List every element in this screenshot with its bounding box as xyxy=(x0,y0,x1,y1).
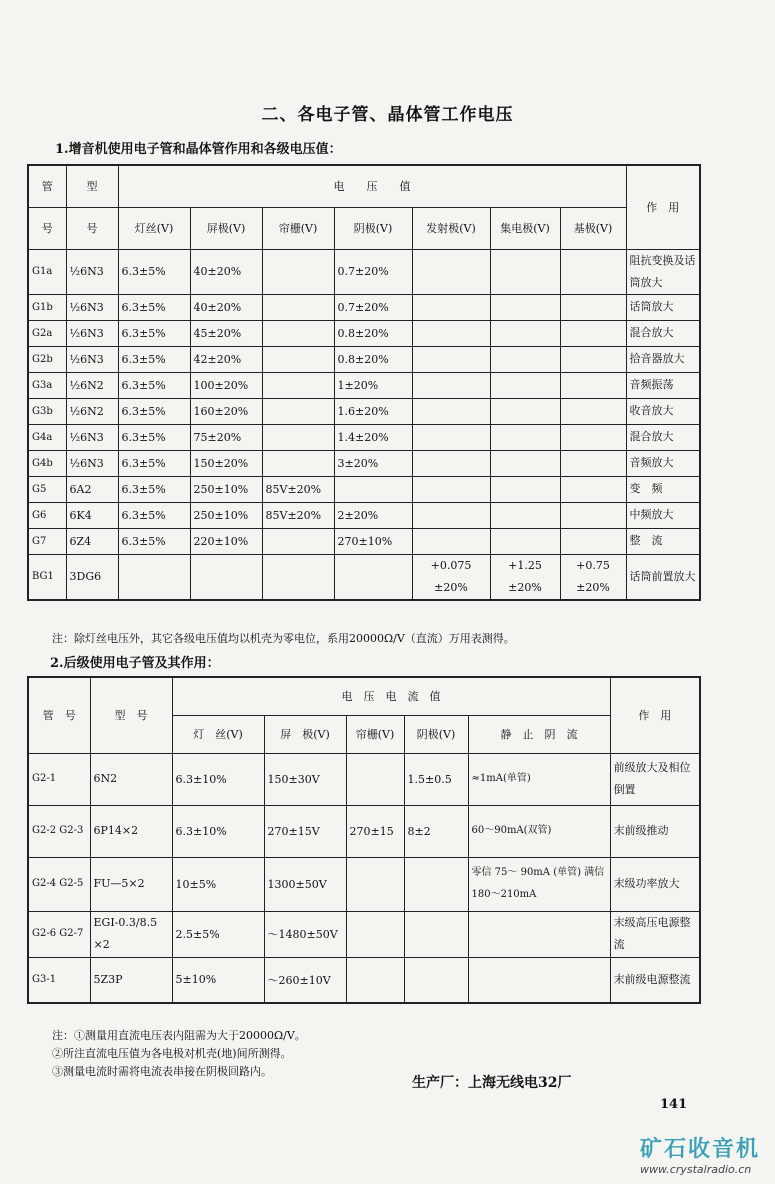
table-row xyxy=(28,294,700,320)
cell-emitter: +0.075 ±20% xyxy=(412,554,490,600)
cell-emitter xyxy=(412,320,490,346)
page-title: 二、各电子管、晶体管工作电压 xyxy=(261,105,514,125)
cell-filament: 6.3±5% xyxy=(118,294,190,320)
hdr2-tube: 管 号 xyxy=(28,677,90,753)
cell-base xyxy=(560,346,626,372)
cell-tube: G2-4 G2-5 xyxy=(28,857,90,911)
cell-filament: 6.3±5% xyxy=(118,528,190,554)
cell-cathode: 1.4±20% xyxy=(334,424,412,450)
note-line: ②所注直流电压值为各电极对机壳(地)间所测得。 xyxy=(52,1047,292,1060)
cell-role: 中频放大 xyxy=(626,502,700,528)
note-line: 注：①测量用直流电压表内阻需为大于20000Ω/V。 xyxy=(52,1029,306,1042)
cell-plate: 75±20% xyxy=(190,424,262,450)
producer: 生产厂：上海无线电32厂 xyxy=(412,1075,572,1091)
hdr2-role: 作 用 xyxy=(610,677,700,753)
cell-plate: 150±30V xyxy=(264,753,346,805)
cell-role: 前级放大及相位倒置 xyxy=(610,753,700,805)
cell-cathode xyxy=(334,476,412,502)
hdr-col-emitter: 发射极(V) xyxy=(412,207,490,249)
cell-tube: G1a xyxy=(28,249,66,294)
cell-filament: 6.3±10% xyxy=(172,805,264,857)
hdr2-col-current: 静 止 阴 流 xyxy=(468,715,610,753)
cell-filament: 6.3±5% xyxy=(118,320,190,346)
hdr-col-filament: 灯丝(V) xyxy=(118,207,190,249)
cell-tube: G2a xyxy=(28,320,66,346)
cell-screen: 85V±20% xyxy=(262,502,334,528)
cell-role: 变 频 xyxy=(626,476,700,502)
cell-collector: +1.25 ±20% xyxy=(490,554,560,600)
section2-heading: 2.后级使用电子管及其作用： xyxy=(50,656,220,671)
cell-current: ≈1mA(单管) xyxy=(468,753,610,805)
cell-role: 拾音器放大 xyxy=(626,346,700,372)
table-row xyxy=(28,753,700,805)
cell-collector xyxy=(490,294,560,320)
table-row xyxy=(28,554,700,600)
cell-type: ½6N3 xyxy=(66,450,118,476)
cell-emitter xyxy=(412,294,490,320)
section1-note: 注：除灯丝电压外，其它各级电压值均以机壳为零电位，系用20000Ω/V（直流）万用表测得。 xyxy=(52,632,515,645)
cell-collector xyxy=(490,372,560,398)
table-row xyxy=(28,911,700,957)
cell-filament: 6.3±5% xyxy=(118,502,190,528)
cell-collector xyxy=(490,476,560,502)
cell-current: 零信 75～ 90mA (单管) 满信180～210mA xyxy=(468,857,610,911)
cell-type: FU—5×2 xyxy=(90,857,172,911)
cell-cathode xyxy=(404,857,468,911)
hdr2-group: 电 压 电 流 值 xyxy=(172,677,610,715)
cell-role: 整 流 xyxy=(626,528,700,554)
cell-type: ½6N2 xyxy=(66,372,118,398)
cell-type: ½6N3 xyxy=(66,320,118,346)
cell-role: 末前级电源整流 xyxy=(610,957,700,1003)
cell-cathode: 8±2 xyxy=(404,805,468,857)
cell-role: 混合放大 xyxy=(626,320,700,346)
cell-plate xyxy=(190,554,262,600)
cell-role: 收音放大 xyxy=(626,398,700,424)
hdr-type-bot: 号 xyxy=(66,207,118,249)
cell-role: 话筒前置放大 xyxy=(626,554,700,600)
cell-screen: 85V±20% xyxy=(262,476,334,502)
voltage-table-1 xyxy=(27,164,701,601)
cell-type: 6P14×2 xyxy=(90,805,172,857)
cell-screen xyxy=(262,249,334,294)
table-row xyxy=(28,346,700,372)
cell-type: ½6N3 xyxy=(66,294,118,320)
table-row xyxy=(28,476,700,502)
cell-plate: 160±20% xyxy=(190,398,262,424)
cell-collector xyxy=(490,502,560,528)
cell-collector xyxy=(490,450,560,476)
cell-plate: ～260±10V xyxy=(264,957,346,1003)
cell-plate: ～1480±50V xyxy=(264,911,346,957)
table-row xyxy=(28,805,700,857)
cell-cathode: 0.7±20% xyxy=(334,294,412,320)
cell-cathode: 1±20% xyxy=(334,372,412,398)
table-row xyxy=(28,528,700,554)
cell-cathode: 0.8±20% xyxy=(334,346,412,372)
cell-filament: 10±5% xyxy=(172,857,264,911)
cell-collector xyxy=(490,346,560,372)
cell-role: 末前级推动 xyxy=(610,805,700,857)
cell-emitter xyxy=(412,450,490,476)
cell-collector xyxy=(490,249,560,294)
cell-current xyxy=(468,957,610,1003)
section1-heading: 1.增音机使用电子管和晶体管作用和各级电压值： xyxy=(55,142,342,157)
cell-filament: 2.5±5% xyxy=(172,911,264,957)
cell-screen xyxy=(262,450,334,476)
hdr2-col-plate: 屏 极(V) xyxy=(264,715,346,753)
cell-filament xyxy=(118,554,190,600)
cell-emitter xyxy=(412,372,490,398)
hdr-voltage: 电 压 值 xyxy=(118,165,626,207)
cell-filament: 6.3±5% xyxy=(118,372,190,398)
table-row xyxy=(28,398,700,424)
cell-filament: 5±10% xyxy=(172,957,264,1003)
cell-screen xyxy=(346,753,404,805)
note-line: ③测量电流时需将电流表串接在阴极回路内。 xyxy=(52,1065,272,1078)
cell-current xyxy=(468,911,610,957)
cell-tube: G2b xyxy=(28,346,66,372)
cell-screen xyxy=(262,554,334,600)
cell-tube: G6 xyxy=(28,502,66,528)
cell-role: 末级高压电源整流 xyxy=(610,911,700,957)
cell-tube: G2-6 G2-7 xyxy=(28,911,90,957)
cell-plate: 42±20% xyxy=(190,346,262,372)
hdr-col-plate: 屏极(V) xyxy=(190,207,262,249)
cell-role: 末级功率放大 xyxy=(610,857,700,911)
cell-plate: 45±20% xyxy=(190,320,262,346)
cell-type: 6A2 xyxy=(66,476,118,502)
hdr-tube-bot: 号 xyxy=(28,207,66,249)
table-row xyxy=(28,450,700,476)
cell-tube: G4a xyxy=(28,424,66,450)
cell-base xyxy=(560,476,626,502)
cell-emitter xyxy=(412,502,490,528)
cell-tube: BG1 xyxy=(28,554,66,600)
cell-cathode: 2±20% xyxy=(334,502,412,528)
cell-screen xyxy=(346,957,404,1003)
cell-screen xyxy=(346,857,404,911)
hdr-tube-top: 管 xyxy=(28,165,66,207)
cell-plate: 40±20% xyxy=(190,294,262,320)
hdr-col-screen: 帘栅(V) xyxy=(262,207,334,249)
cell-type: 3DG6 xyxy=(66,554,118,600)
table-row xyxy=(28,857,700,911)
cell-emitter xyxy=(412,424,490,450)
page-number: 141 xyxy=(660,1097,688,1112)
table-row xyxy=(28,320,700,346)
cell-type: EGI-0.3/8.5 ×2 xyxy=(90,911,172,957)
cell-tube: G5 xyxy=(28,476,66,502)
cell-emitter xyxy=(412,249,490,294)
cell-type: 6K4 xyxy=(66,502,118,528)
cell-filament: 6.3±5% xyxy=(118,450,190,476)
cell-plate: 1300±50V xyxy=(264,857,346,911)
cell-cathode: 3±20% xyxy=(334,450,412,476)
hdr2-col-screen: 帘栅(V) xyxy=(346,715,404,753)
cell-base xyxy=(560,450,626,476)
cell-cathode: 1.5±0.5 xyxy=(404,753,468,805)
table-row xyxy=(28,957,700,1003)
cell-plate: 220±10% xyxy=(190,528,262,554)
cell-cathode xyxy=(334,554,412,600)
cell-tube: G3a xyxy=(28,372,66,398)
hdr-role: 作 用 xyxy=(626,165,700,249)
cell-base xyxy=(560,398,626,424)
cell-base xyxy=(560,502,626,528)
cell-type: ½6N3 xyxy=(66,346,118,372)
cell-filament: 6.3±5% xyxy=(118,424,190,450)
hdr-col-collector: 集电极(V) xyxy=(490,207,560,249)
cell-role: 混合放大 xyxy=(626,424,700,450)
cell-filament: 6.3±5% xyxy=(118,346,190,372)
cell-screen xyxy=(262,294,334,320)
cell-collector xyxy=(490,528,560,554)
hdr2-type: 型 号 xyxy=(90,677,172,753)
cell-filament: 6.3±5% xyxy=(118,476,190,502)
cell-role: 阻抗变换及话筒放大 xyxy=(626,249,700,294)
cell-cathode: 0.8±20% xyxy=(334,320,412,346)
cell-base: +0.75 ±20% xyxy=(560,554,626,600)
cell-screen xyxy=(262,398,334,424)
cell-collector xyxy=(490,398,560,424)
cell-screen xyxy=(262,320,334,346)
hdr2-col-filament: 灯 丝(V) xyxy=(172,715,264,753)
cell-emitter xyxy=(412,476,490,502)
watermark-url: www.crystalradio.cn xyxy=(640,1163,752,1176)
section2-notes xyxy=(52,1027,306,1081)
cell-filament: 6.3±5% xyxy=(118,398,190,424)
cell-collector xyxy=(490,424,560,450)
cell-cathode: 1.6±20% xyxy=(334,398,412,424)
cell-plate: 270±15V xyxy=(264,805,346,857)
cell-base xyxy=(560,528,626,554)
table-row xyxy=(28,502,700,528)
cell-screen xyxy=(346,911,404,957)
cell-role: 音频振荡 xyxy=(626,372,700,398)
cell-tube: G3b xyxy=(28,398,66,424)
cell-base xyxy=(560,424,626,450)
cell-tube: G7 xyxy=(28,528,66,554)
cell-emitter xyxy=(412,346,490,372)
cell-type: ½6N3 xyxy=(66,249,118,294)
hdr-col-base: 基极(V) xyxy=(560,207,626,249)
cell-tube: G4b xyxy=(28,450,66,476)
cell-filament: 6.3±10% xyxy=(172,753,264,805)
cell-screen: 270±15 xyxy=(346,805,404,857)
voltage-table-2 xyxy=(27,676,701,1004)
cell-plate: 150±20% xyxy=(190,450,262,476)
hdr2-col-cathode: 阴极(V) xyxy=(404,715,468,753)
cell-base xyxy=(560,372,626,398)
cell-cathode: 0.7±20% xyxy=(334,249,412,294)
cell-screen xyxy=(262,528,334,554)
cell-screen xyxy=(262,346,334,372)
cell-screen xyxy=(262,372,334,398)
hdr-type-top: 型 xyxy=(66,165,118,207)
cell-base xyxy=(560,320,626,346)
cell-tube: G3-1 xyxy=(28,957,90,1003)
cell-base xyxy=(560,249,626,294)
cell-filament: 6.3±5% xyxy=(118,249,190,294)
cell-cathode: 270±10% xyxy=(334,528,412,554)
cell-emitter xyxy=(412,398,490,424)
cell-plate: 100±20% xyxy=(190,372,262,398)
cell-tube: G2-1 xyxy=(28,753,90,805)
cell-plate: 250±10% xyxy=(190,502,262,528)
cell-current: 60～90mA(双管) xyxy=(468,805,610,857)
cell-tube: G1b xyxy=(28,294,66,320)
cell-type: ½6N2 xyxy=(66,398,118,424)
cell-screen xyxy=(262,424,334,450)
hdr-col-cathode: 阴极(V) xyxy=(334,207,412,249)
cell-base xyxy=(560,294,626,320)
cell-collector xyxy=(490,320,560,346)
cell-plate: 40±20% xyxy=(190,249,262,294)
cell-role: 音频放大 xyxy=(626,450,700,476)
cell-tube: G2-2 G2-3 xyxy=(28,805,90,857)
cell-role: 话筒放大 xyxy=(626,294,700,320)
table-row xyxy=(28,424,700,450)
cell-plate: 250±10% xyxy=(190,476,262,502)
cell-cathode xyxy=(404,911,468,957)
cell-type: 5Z3P xyxy=(90,957,172,1003)
cell-cathode xyxy=(404,957,468,1003)
watermark xyxy=(640,1132,760,1176)
table-row xyxy=(28,372,700,398)
table-row xyxy=(28,249,700,294)
watermark-name: 矿石收音机 xyxy=(640,1137,761,1162)
cell-emitter xyxy=(412,528,490,554)
cell-type: 6N2 xyxy=(90,753,172,805)
cell-type: 6Z4 xyxy=(66,528,118,554)
cell-type: ½6N3 xyxy=(66,424,118,450)
